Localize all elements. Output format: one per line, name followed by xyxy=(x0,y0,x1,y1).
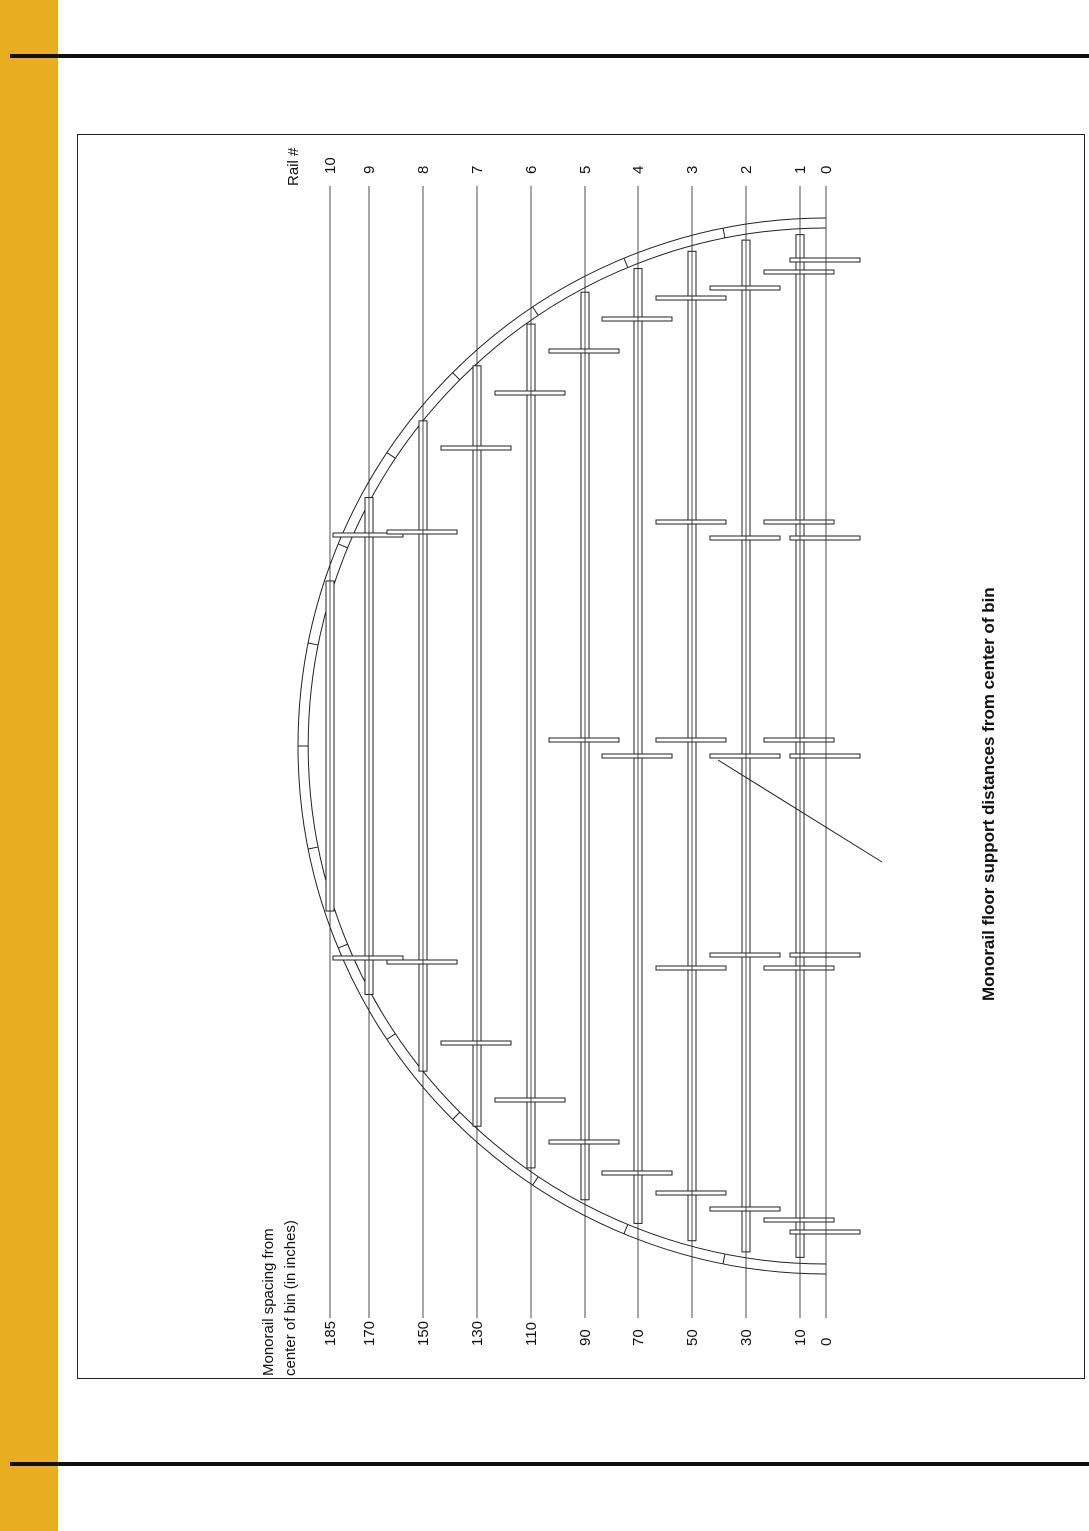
rail-number-label: 5 xyxy=(577,165,594,174)
floor-support xyxy=(441,446,511,450)
rail-spacing-label: 170 xyxy=(361,1320,378,1346)
floor-support xyxy=(602,754,672,758)
floor-support xyxy=(764,1218,834,1222)
floor-support xyxy=(441,1041,511,1045)
rail-group xyxy=(326,235,804,1258)
rail-spacing-label: 130 xyxy=(469,1320,486,1346)
floor-support xyxy=(790,953,860,957)
floor-support xyxy=(710,953,780,957)
rail-number-label: 3 xyxy=(684,165,701,174)
rail-number-label: 9 xyxy=(361,165,378,174)
floor-support xyxy=(333,956,403,960)
rail-spacing-label: 10 xyxy=(792,1329,809,1346)
floor-support xyxy=(710,754,780,758)
floor-support xyxy=(764,966,834,970)
rail-number-label: 7 xyxy=(469,165,486,174)
rail-number-label: 0 xyxy=(818,165,835,174)
rail-number-header: Rail # xyxy=(285,147,302,186)
floor-support xyxy=(602,1171,672,1175)
callout-title: Monorail floor support distances from center of bin xyxy=(979,587,998,1001)
bin-segment-joint xyxy=(453,1112,460,1119)
rail-spacing-label: 50 xyxy=(684,1329,701,1346)
floor-support xyxy=(495,1098,565,1102)
rail-spacing-label: 150 xyxy=(415,1320,432,1346)
bin-segment-joint xyxy=(624,258,628,267)
rail-spacing-label: 0 xyxy=(818,1337,835,1346)
floor-support xyxy=(710,286,780,290)
bin-segment-joint xyxy=(387,1034,395,1040)
rail-spacing-label: 110 xyxy=(523,1322,540,1346)
rail-spacing-label: 90 xyxy=(577,1329,594,1346)
spacing-header-line2: center of bin (in inches) xyxy=(282,1220,299,1376)
bin-segment-joint xyxy=(453,373,460,380)
bin-segment-joint xyxy=(723,228,725,238)
floor-support xyxy=(656,1191,726,1195)
floor-support xyxy=(495,391,565,395)
rail-number-label: 4 xyxy=(630,165,647,174)
rail-number-label: 10 xyxy=(322,157,339,174)
floor-support xyxy=(656,296,726,300)
rail-spacing-label: 70 xyxy=(630,1329,647,1346)
floor-support xyxy=(764,738,834,742)
floor-support xyxy=(549,349,619,353)
bin-segment-joint xyxy=(338,944,347,948)
leader-lines xyxy=(330,186,826,1318)
floor-support xyxy=(764,270,834,274)
floor-support xyxy=(790,1230,860,1234)
rail-spacing-label: 30 xyxy=(738,1329,755,1346)
floor-support xyxy=(602,317,672,321)
floor-support xyxy=(764,520,834,524)
bin-segment-joint xyxy=(308,643,318,645)
spacing-header-line1: Monorail spacing from xyxy=(260,1228,277,1376)
floor-support xyxy=(790,258,860,262)
label-group xyxy=(322,157,835,1346)
rail-spacing-label: 185 xyxy=(322,1320,339,1346)
bin-segment-joint xyxy=(387,453,395,459)
support-group xyxy=(333,258,860,1234)
floor-support xyxy=(710,1207,780,1211)
floor-support xyxy=(790,754,860,758)
bin-segment-joint xyxy=(338,544,347,548)
rail-number-label: 1 xyxy=(792,165,809,174)
floor-support xyxy=(549,738,619,742)
rail-number-label: 2 xyxy=(738,165,755,174)
bin-segment-joint xyxy=(308,847,318,849)
floor-support xyxy=(790,536,860,540)
floor-support xyxy=(549,1140,619,1144)
floor-support xyxy=(387,960,457,964)
bin-segment-joint xyxy=(723,1254,725,1264)
bin-segment-joint xyxy=(533,307,539,315)
floor-support xyxy=(656,738,726,742)
bin-segment-joint xyxy=(624,1225,628,1234)
floor-support xyxy=(387,530,457,534)
rail-number-label: 6 xyxy=(523,165,540,174)
floor-support xyxy=(656,966,726,970)
floor-support xyxy=(656,520,726,524)
floor-support xyxy=(710,536,780,540)
rail-number-label: 8 xyxy=(415,165,432,174)
bin-segment-joint xyxy=(533,1177,539,1185)
